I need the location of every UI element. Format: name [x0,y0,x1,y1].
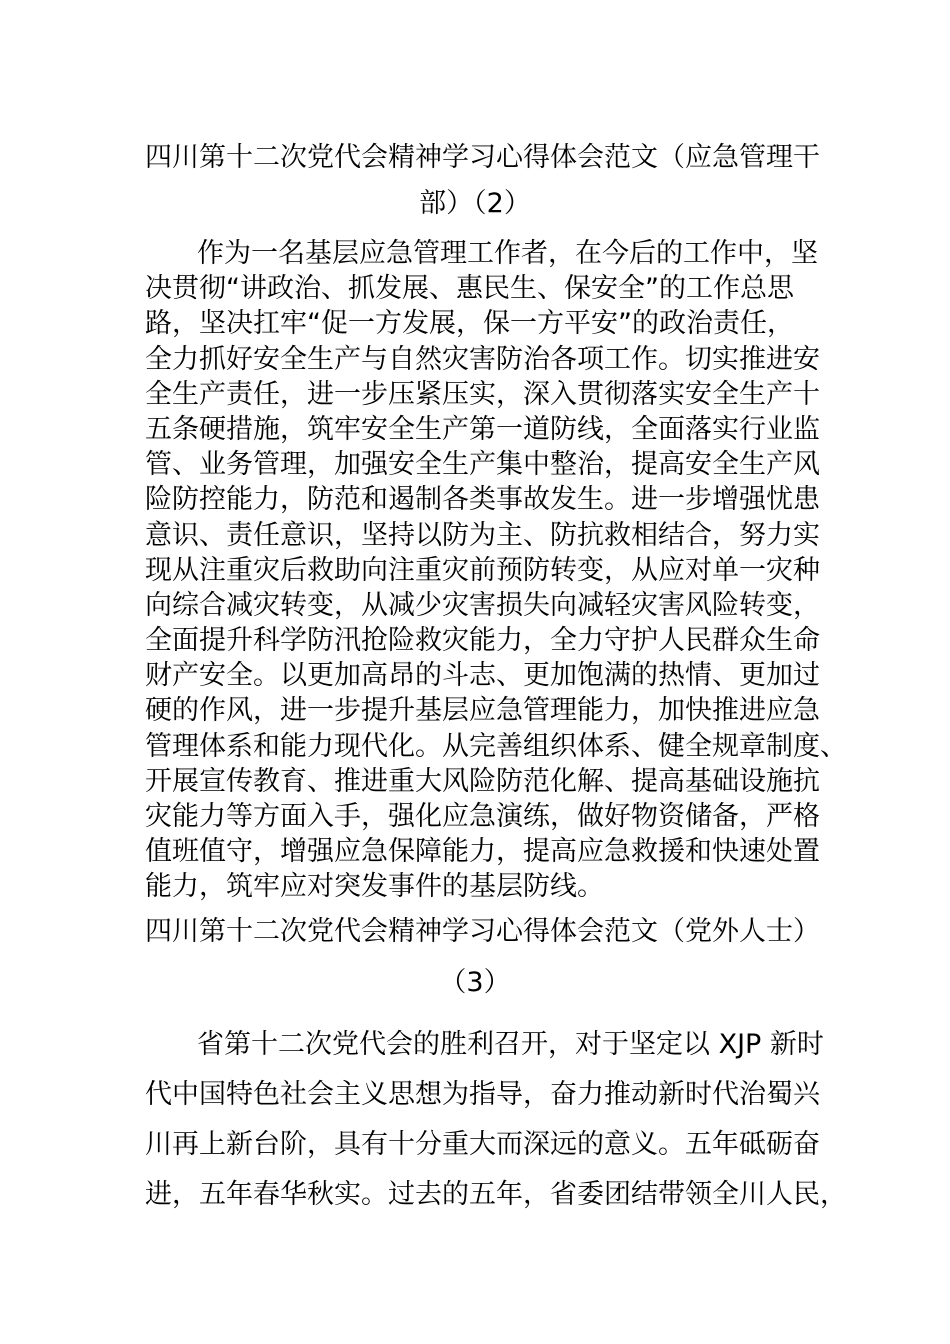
paragraph-line: 管、业务管理，加强安全生产集中整治，提高安全生产风 [145,449,820,481]
paragraph-line: 险防控能力，防范和遏制各类事故发生。进一步增强忧患 [145,484,820,516]
paragraph-line: 全生产责任，进一步压紧压实，深入贯彻落实安全生产十 [145,378,820,410]
section2-paragraph [145,1020,847,1220]
section1-paragraph [145,236,847,905]
paragraph-line: 向综合减灾转变，从减少灾害损失向减轻灾害风险转变， [145,589,820,621]
paragraph-line: 现从注重灾后救助向注重灾前预防转变，从应对单一灾种 [145,554,820,586]
paragraph-line: 开展宣传教育、推进重大风险防范化解、提高基础设施抗 [145,765,820,797]
paragraph-line: 硬的作风，进一步提升基层应急管理能力，加快推进应急 [145,695,820,727]
paragraph-line: 省第十二次党代会的胜利召开，对于坚定以 XJP 新时 [197,1029,824,1060]
paragraph-line: 意识、责任意识，坚持以防为主、防抗救相结合，努力实 [145,519,820,551]
paragraph-line: 管理体系和能力现代化。从完善组织体系、健全规章制度、 [145,730,847,762]
paragraph-line: 进，五年春华秋实。过去的五年，省委团结带领全川人民， [145,1179,847,1210]
paragraph-line: 川再上新台阶，具有十分重大而深远的意义。五年砥砺奋 [145,1129,820,1160]
paragraph-line: 能力，筑牢应对突发事件的基层防线。 [145,871,604,903]
title-line: 四川第十二次党代会精神学习心得体会范文（应急管理干 [145,142,820,173]
paragraph-line: 路，坚决扛牢“促一方发展，保一方平安”的政治责任， [145,308,794,340]
section2-title [145,906,820,1008]
paragraph-line: 代中国特色社会主义思想为指导，奋力推动新时代治蜀兴 [145,1079,820,1110]
title-line: （3） [439,967,511,998]
paragraph-line: 财产安全。以更加高昂的斗志、更加饱满的热情、更加过 [145,660,820,692]
paragraph-line: 灾能力等方面入手，强化应急演练，做好物资储备，严格 [145,801,820,832]
title-line: 四川第十二次党代会精神学习心得体会范文（党外人士） [145,916,820,947]
paragraph-line: 全力抓好安全生产与自然灾害防治各项工作。切实推进安 [145,343,820,375]
title-line: 部）（2） [419,188,531,219]
paragraph-line: 值班值守，增强应急保障能力，提高应急救援和快速处置 [145,836,820,868]
paragraph-line: 五条硬措施，筑牢安全生产第一道防线，全面落实行业监 [145,413,820,445]
paragraph-line: 全面提升科学防汛抢险救灾能力，全力守护人民群众生命 [145,625,820,657]
paragraph-line: 决贯彻“讲政治、抓发展、惠民生、保安全”的工作总思 [145,273,794,305]
section1-title [145,135,820,227]
paragraph-line: 作为一名基层应急管理工作者，在今后的工作中，坚 [197,238,818,269]
